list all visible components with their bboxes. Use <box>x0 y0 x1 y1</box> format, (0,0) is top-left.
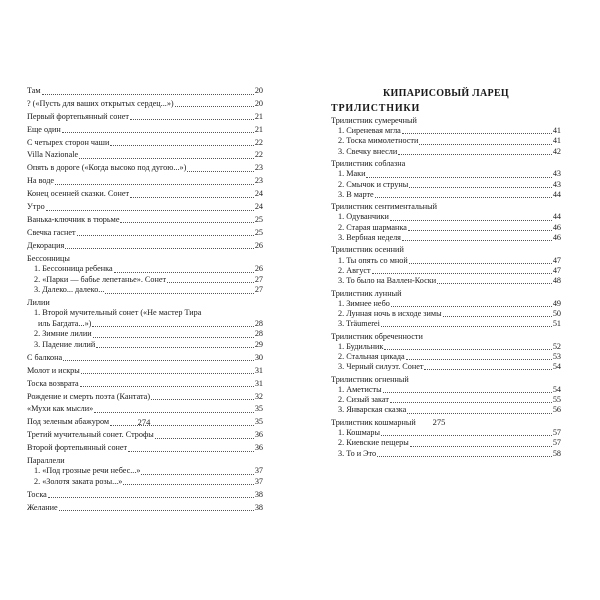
toc-entry[interactable]: 3. То было на Валлен-Коски 48 <box>338 275 561 285</box>
toc-entry[interactable]: 1. Ты опять со мной 47 <box>338 255 561 265</box>
right-page <box>331 86 561 459</box>
toc-entry[interactable]: 3. Черный силуэт. Сонет 54 <box>338 362 561 372</box>
toc-entry[interactable]: 1. Зимнее небо 49 <box>338 298 561 308</box>
toc-entry[interactable]: 3. Свечку внесли 42 <box>338 146 561 156</box>
toc-entry[interactable]: Второй фортепьянный сонет 36 <box>27 443 263 453</box>
toc-entry[interactable]: 1. Аметисты 54 <box>338 385 561 395</box>
toc-group-heading: Трилистник огненный <box>331 374 409 384</box>
toc-entry[interactable]: 2. «Парки — бабье лепетанье». Сонет 27 <box>34 274 263 284</box>
toc-entry[interactable]: Желание 38 <box>27 502 263 512</box>
toc-group-heading: Трилистник обреченности <box>331 331 423 341</box>
toc-entry[interactable]: На воде 23 <box>27 176 263 186</box>
toc-entry[interactable]: С балкона 30 <box>27 352 263 362</box>
page-number-right: 275 <box>432 417 446 427</box>
toc-entry[interactable]: 3. Träumerei 51 <box>338 319 561 329</box>
toc-entry[interactable]: 2. Сизый закат 55 <box>338 395 561 405</box>
toc-group-heading: Трилистник соблазна <box>331 159 406 169</box>
toc-entry[interactable]: 1. Второй мучительный сонет («Не мастер Тира <box>34 308 202 318</box>
toc-entry[interactable]: 3. Январская сказка 56 <box>338 405 561 415</box>
toc-entry[interactable]: 1. «Под грозные речи небес...» 37 <box>34 466 263 476</box>
toc-group-heading: Трилистник сентиментальный <box>331 202 438 212</box>
section-title: ТРИЛИСТНИКИ <box>331 103 421 114</box>
toc-entry[interactable]: 1. Кошмары 57 <box>338 428 561 438</box>
page-number-left: 274 <box>137 417 151 427</box>
toc-entry[interactable]: 2. Киевские пещеры 57 <box>338 438 561 448</box>
toc-entry[interactable]: Ванька-ключник в тюрьме 25 <box>27 214 263 224</box>
toc-entry[interactable]: 3. Падение лилий 29 <box>34 339 263 349</box>
toc-entry[interactable]: 1. Маки 43 <box>338 169 561 179</box>
toc-entry[interactable]: Первый фортепьянный сонет 21 <box>27 111 263 121</box>
toc-entry[interactable]: Тоска 38 <box>27 489 263 499</box>
collection-title: КИПАРИСОВЫЙ ЛАРЕЦ <box>382 88 509 99</box>
toc-entry[interactable]: Рождение и смерть поэта (Кантата) 32 <box>27 391 263 401</box>
toc-entry[interactable]: Конец осенней сказки. Сонет 24 <box>27 189 263 199</box>
toc-entry[interactable]: Тоска возврата 31 <box>27 378 263 388</box>
toc-entry[interactable]: Под зеленым абажуром 35 <box>27 417 263 427</box>
toc-entry[interactable]: 2. «Золотя заката розы...» 37 <box>34 476 263 486</box>
toc-group-heading: Лилии <box>27 297 50 307</box>
toc-group-heading: Трилистник осенний <box>331 245 404 255</box>
toc-entry[interactable]: Villa Nazionale 22 <box>27 150 263 160</box>
left-toc <box>27 86 263 513</box>
toc-entry[interactable]: 2. Стальная цикада 53 <box>338 352 561 362</box>
toc-entry[interactable]: 1. Будильник 52 <box>338 341 561 351</box>
toc-entry[interactable]: 2. Зимние лилии 28 <box>34 329 263 339</box>
toc-entry[interactable]: Третий мучительный сонет. Строфы 36 <box>27 430 263 440</box>
toc-entry[interactable]: 3. Далеко... далеко... 27 <box>34 285 263 295</box>
right-toc <box>331 116 561 459</box>
toc-group-heading: Трилистник лунный <box>331 288 402 298</box>
toc-entry[interactable]: 2. Смычок и струны 43 <box>338 179 561 189</box>
toc-group-heading: Трилистник кошмарный <box>331 417 416 427</box>
toc-group-heading: Параллели <box>27 455 65 465</box>
toc-entry[interactable]: Там 20 <box>27 86 263 95</box>
toc-entry[interactable]: 1. Одуванчики 44 <box>338 212 561 222</box>
toc-entry[interactable]: «Мухи как мысли» 35 <box>27 404 263 414</box>
toc-entry[interactable]: Молот и искры 31 <box>27 365 263 375</box>
toc-entry[interactable]: 1. Бессонница ребенка 26 <box>34 264 263 274</box>
toc-entry[interactable]: Декорация 26 <box>27 240 263 250</box>
toc-entry[interactable]: 3. Вербная неделя 46 <box>338 232 561 242</box>
toc-entry[interactable]: Утро 24 <box>27 202 263 212</box>
toc-entry[interactable]: 3. То и Это 58 <box>338 448 561 458</box>
toc-entry-continuation[interactable]: иль Багдата...») 28 <box>38 318 263 328</box>
toc-entry[interactable]: Еще один 21 <box>27 124 263 134</box>
toc-entry[interactable]: 3. В марте 44 <box>338 189 561 199</box>
toc-entry[interactable]: Опять в дороге («Когда высоко под дугою...») 23 <box>27 163 263 173</box>
toc-entry[interactable]: ? («Пусть для ваших открытых сердец...») 20 <box>27 98 263 108</box>
toc-entry[interactable]: Свечка гаснет 25 <box>27 227 263 237</box>
toc-entry[interactable]: 2. Тоска мимолетности 41 <box>338 136 561 146</box>
toc-entry[interactable]: 1. Сиреневая мгла 41 <box>338 126 561 136</box>
toc-entry[interactable]: С четырех сторон чаши 22 <box>27 137 263 147</box>
toc-group-heading: Бессонницы <box>27 253 70 263</box>
toc-entry[interactable]: 2. Старая шарманка 46 <box>338 222 561 232</box>
toc-entry[interactable]: 2. Август 47 <box>338 265 561 275</box>
left-page <box>27 86 263 513</box>
toc-entry[interactable]: 2. Лунная ночь в исходе зимы 50 <box>338 308 561 318</box>
toc-group-heading: Трилистник сумеречный <box>331 115 417 125</box>
